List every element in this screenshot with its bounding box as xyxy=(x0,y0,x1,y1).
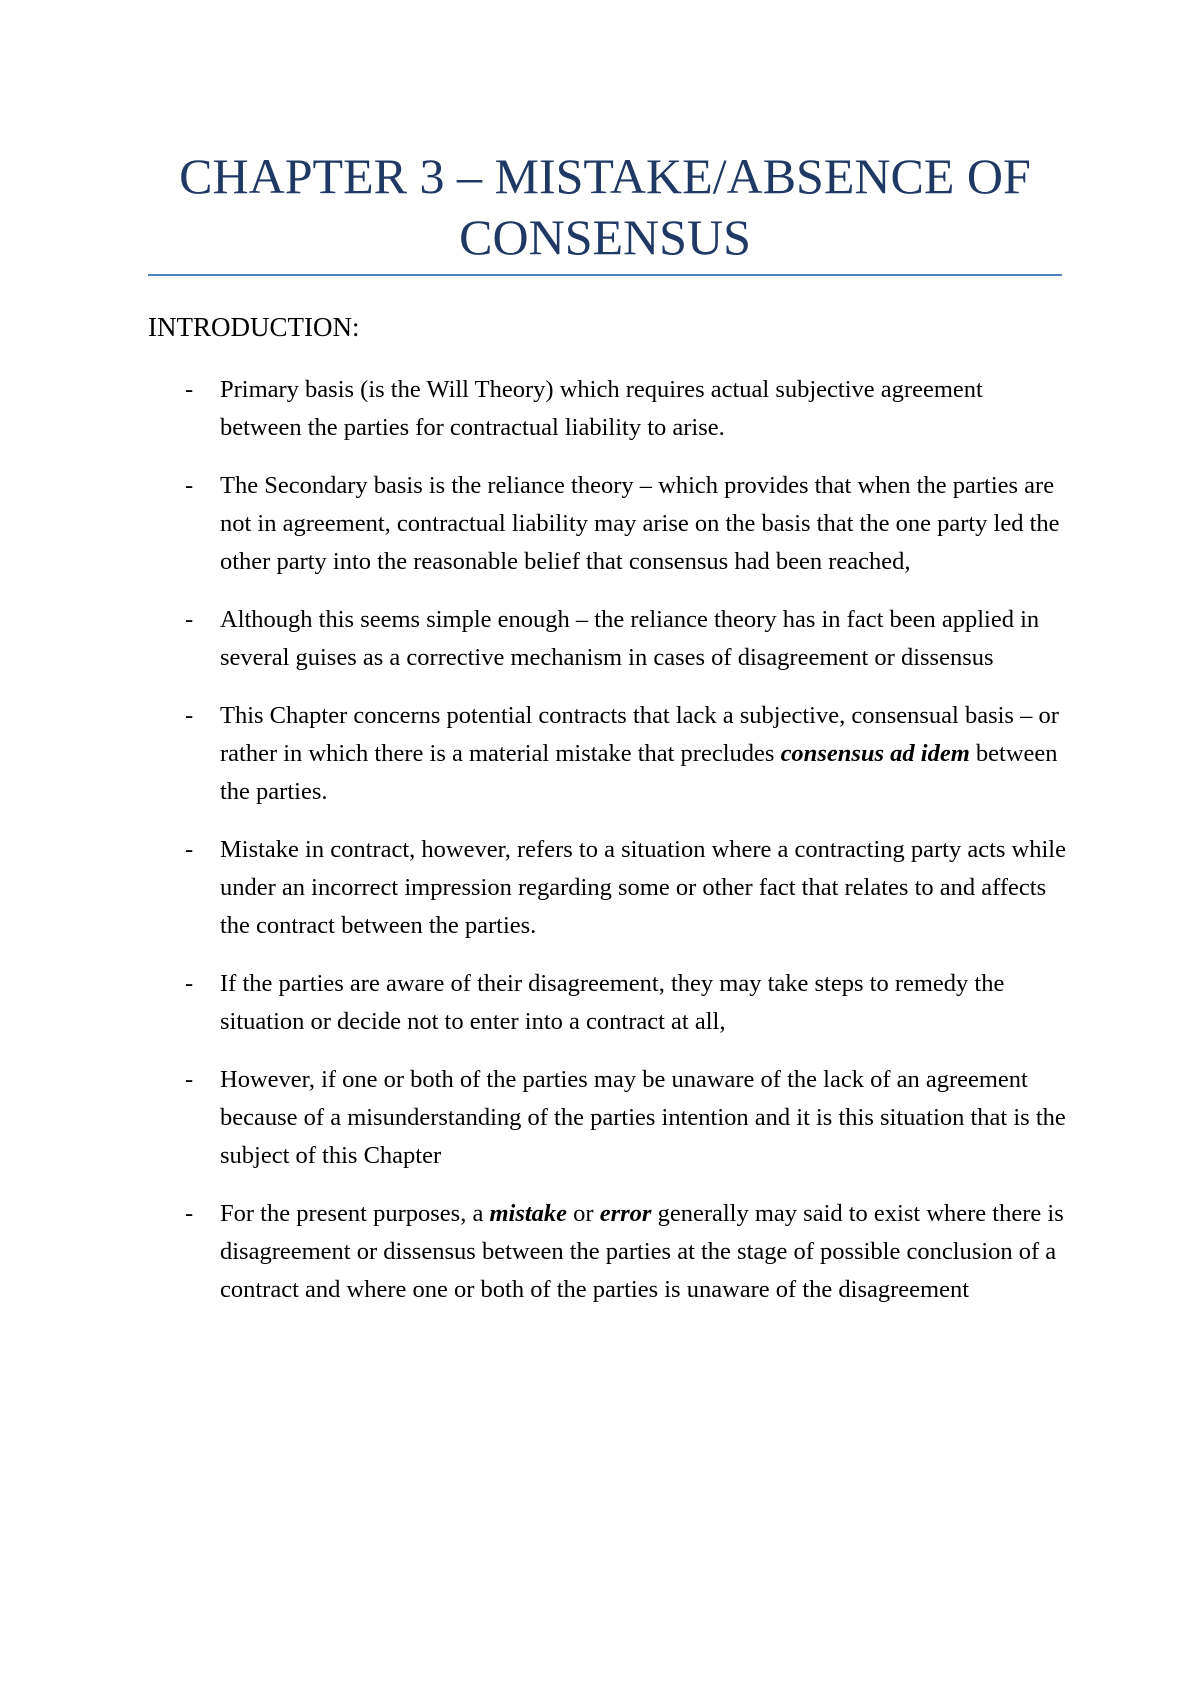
bullet-text: If the parties are aware of their disagreement, they may take steps to remedy the situation or decide not to enter into a contract at all, xyxy=(220,970,1005,1035)
bullet-dash: - xyxy=(185,606,194,633)
introduction-bullet-list xyxy=(148,371,1068,1329)
chapter-title: CHAPTER 3 – MISTAKE/ABSENCE OF CONSENSUS xyxy=(179,148,1031,265)
bullet-text-start: This Chapter concerns potential contracts that lack a subjective, consensual basis – or rather in which there is a material mistake that precludes xyxy=(220,702,1059,767)
bullet-text: Mistake in contract, however, refers to a situation where a contracting party acts while under an incorrect impression regarding some or other fact that relates to and affects the contract between the parties. xyxy=(220,836,1066,939)
bullet-dash: - xyxy=(185,376,194,403)
emphasis-consensus-ad-idem: consensus ad idem xyxy=(780,740,970,767)
bullet-text-end: generally may said to exist where there is disagreement or dissensus between the parties at the stage of possible conclusion of a contract and where one or both of the parties is unaware of the disagreement xyxy=(220,1200,1064,1303)
bullet-text: Primary basis (is the Will Theory) which requires actual subjective agreement between the parties for contractual liability to arise. xyxy=(220,376,983,441)
bullet-item-will-theory xyxy=(148,371,1068,447)
bullet-dash: - xyxy=(185,1200,194,1227)
bullet-text-start: For the present purposes, a xyxy=(220,1200,490,1227)
emphasis-error: error xyxy=(599,1200,652,1227)
bullet-text-middle: or xyxy=(567,1200,600,1227)
title-underline-divider xyxy=(148,274,1062,276)
bullet-text-end: between the parties. xyxy=(220,740,1058,805)
bullet-dash: - xyxy=(185,472,194,499)
emphasis-mistake: mistake xyxy=(489,1200,568,1227)
bullet-dash: - xyxy=(185,702,194,729)
bullet-item-present-purposes xyxy=(148,1195,1068,1309)
bullet-dash: - xyxy=(185,836,194,863)
section-heading-introduction: INTRODUCTION: xyxy=(148,312,360,342)
bullet-text: The Secondary basis is the reliance theory – which provides that when the parties are not in agreement, contractual liability may arise on the basis that the one party led the other party into the reasonable belief that consensus had been reached, xyxy=(220,472,1060,575)
bullet-item-corrective-mechanism xyxy=(148,601,1068,677)
bullet-dash: - xyxy=(185,1066,194,1093)
bullet-text: However, if one or both of the parties may be unaware of the lack of an agreement because of a misunderstanding of the parties intention and it is this situation that is the subject of this Chapter xyxy=(220,1066,1066,1169)
bullet-dash: - xyxy=(185,970,194,997)
bullet-item-chapter-scope xyxy=(148,697,1068,811)
bullet-item-reliance-theory xyxy=(148,467,1068,581)
bullet-item-mistake-definition xyxy=(148,831,1068,945)
bullet-item-aware-of-disagreement xyxy=(148,965,1068,1041)
bullet-text: Although this seems simple enough – the reliance theory has in fact been applied in several guises as a corrective mechanism in cases of disagreement or dissensus xyxy=(220,606,1040,671)
bullet-item-unaware-of-disagreement xyxy=(148,1061,1068,1175)
